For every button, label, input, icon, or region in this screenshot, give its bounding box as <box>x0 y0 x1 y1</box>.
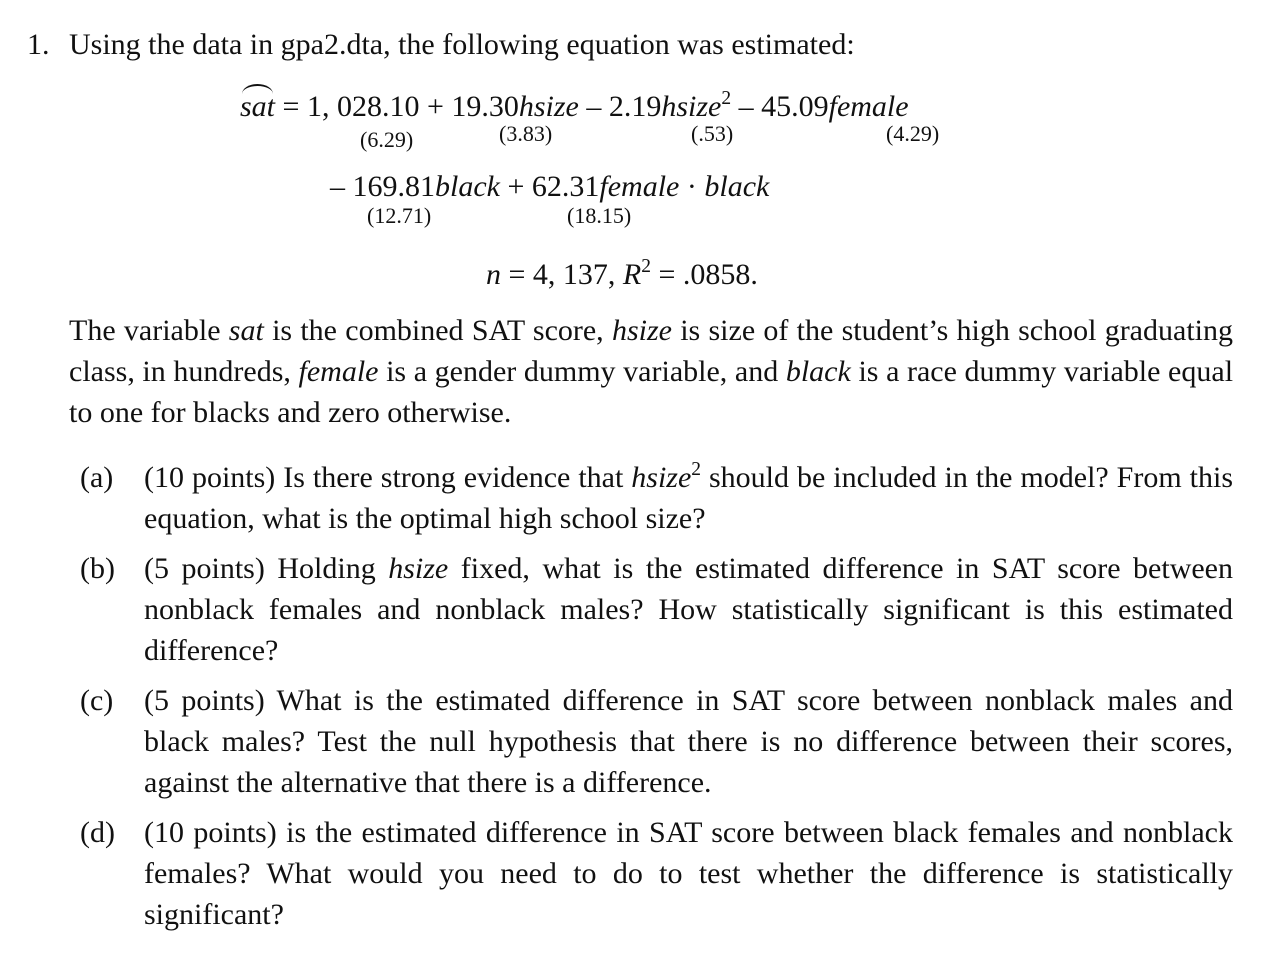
question-label: (a) <box>80 461 114 494</box>
var-sat: sat <box>228 314 264 347</box>
var-hsize: hsize <box>631 461 692 494</box>
desc-text: is size of the student’s high school graduating class, in hundreds, <box>69 314 1233 388</box>
question-label: (c) <box>80 684 114 717</box>
square-exponent: 2 <box>721 88 732 110</box>
coef-hsize-sq: 2.19 <box>608 90 662 123</box>
var-black: black <box>785 355 851 388</box>
variable-description <box>69 310 1233 433</box>
plus-sign: + <box>426 90 444 123</box>
minus-sign: – <box>738 90 754 123</box>
var-female: female <box>599 170 680 203</box>
question-text: should be included in the model? From this equation, what is the optimal high school size? <box>144 461 1234 535</box>
coef-hsize: 19.30 <box>451 90 519 123</box>
question-text: (10 points) is the estimated difference in SAT score between black females and nonblack females? What would you need to do to test whether the difference is statistically significant? <box>144 816 1233 931</box>
minus-sign: – <box>330 170 345 203</box>
var-female: female <box>298 355 379 388</box>
regression-stats <box>486 256 758 291</box>
question-label: (b) <box>80 552 115 585</box>
equals-sign: = <box>282 90 300 123</box>
var-hsize: hsize <box>518 90 579 123</box>
problem-number: 1. <box>27 28 50 61</box>
var-black: black <box>704 170 770 203</box>
desc-text: is the combined SAT score, <box>272 314 604 347</box>
equation-line-1 <box>240 88 909 123</box>
equals-sign: = <box>658 258 676 291</box>
desc-text: The variable <box>69 314 221 347</box>
question-text: (5 points) What is the estimated difference in SAT score between nonblack males and black males? Test the null hypothesis that there is no difference between their scores, against the alternative that there is a difference. <box>144 684 1233 799</box>
lhs-sat-hat: sat <box>240 90 276 123</box>
se-const: (6.29) <box>360 127 414 152</box>
problem-intro: Using the data in gpa2.dta, the following equation was estimated: <box>69 28 855 61</box>
r-squared-value: .0858. <box>682 258 758 291</box>
var-hsize: hsize <box>388 552 449 585</box>
plus-sign: + <box>507 170 525 203</box>
desc-text: is a race dummy variable equal to one for blacks and zero otherwise. <box>69 355 1234 429</box>
square-exponent: 2 <box>691 459 702 481</box>
se-black: (12.71) <box>367 203 432 228</box>
sample-size: 4, 137, <box>532 258 616 291</box>
equals-sign: = <box>508 258 526 291</box>
question-text: (10 points) Is there strong evidence that <box>144 461 624 494</box>
var-female: female <box>828 90 909 123</box>
coef-female-black: 62.31 <box>531 170 600 203</box>
var-hsize-sq: hsize <box>661 90 722 123</box>
question-b <box>80 548 1233 671</box>
constant-term: 1, 028.10 <box>306 90 420 123</box>
coef-female: 45.09 <box>761 90 829 123</box>
coef-black: 169.81 <box>352 170 435 203</box>
se-female-black: (18.15) <box>567 203 632 228</box>
square-exponent: 2 <box>641 256 651 278</box>
interaction-dot: · <box>686 170 697 203</box>
se-hsize: (3.83) <box>499 121 553 146</box>
desc-text: is a gender dummy variable, and <box>386 355 779 388</box>
question-text: (5 points) Holding <box>144 552 376 585</box>
question-a <box>80 457 1233 539</box>
equation-line-2 <box>330 172 769 202</box>
se-hsize-sq: (.53) <box>691 121 734 146</box>
se-female: (4.29) <box>886 121 940 146</box>
r-squared-symbol: R <box>622 258 642 291</box>
n-symbol: n <box>486 258 501 291</box>
var-hsize: hsize <box>611 314 672 347</box>
question-c <box>80 680 1233 803</box>
question-label: (d) <box>80 816 115 849</box>
question-d <box>80 812 1233 935</box>
minus-sign: – <box>586 90 602 123</box>
var-black: black <box>435 170 500 203</box>
question-text: fixed, what is the estimated difference in SAT score between nonblack females and nonblack males? How statistically significant is this estimated difference? <box>144 552 1233 667</box>
